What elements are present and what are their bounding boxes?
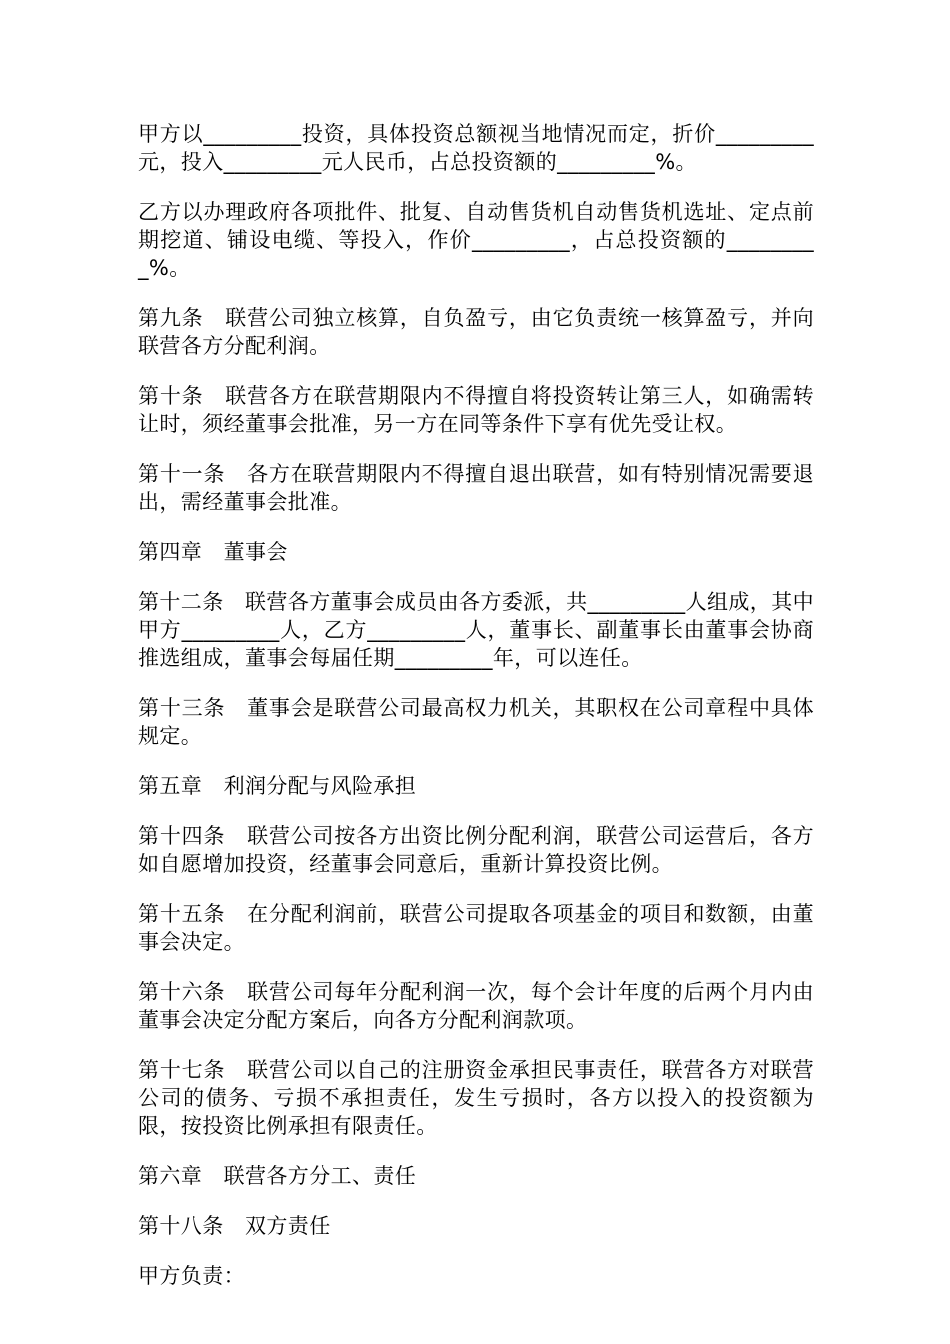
paragraph-party-b-investment: 乙方以办理政府各项批件、批复、自动售货机自动售货机选址、定点前期挖道、铺设电缆、等投入，作价_________，占总投资额的_________%。 [138, 200, 814, 280]
chapter-4-heading: 第四章 董事会 [138, 540, 288, 564]
chapter-6-heading: 第六章 联营各方分工、责任 [138, 1164, 417, 1188]
article-16: 第十六条 联营公司每年分配利润一次，每个会计年度的后两个月内由董事会决定分配方案后，向各方分配利润款项。 [138, 980, 814, 1032]
article-18: 第十八条 双方责任 [138, 1214, 331, 1238]
chapter-5-heading: 第五章 利润分配与风险承担 [138, 774, 417, 798]
document-body [138, 120, 814, 1312]
paragraph-party-a-investment: 甲方以_________投资，具体投资总额视当地情况而定，折价_________元，投入_________元人民币，占总投资额的_________%。 [138, 122, 814, 174]
article-9: 第九条 联营公司独立核算，自负盈亏，由它负责统一核算盈亏，并向联营各方分配利润。 [138, 306, 814, 358]
article-12: 第十二条 联营各方董事会成员由各方委派，共_________人组成，其中甲方_________人，乙方_________人，董事长、副董事长由董事会协商推选组成，董事会每届任期_________年，可以连任。 [138, 590, 814, 670]
article-11: 第十一条 各方在联营期限内不得擅自退出联营，如有特别情况需要退出，需经董事会批准。 [138, 462, 814, 514]
article-13: 第十三条 董事会是联营公司最高权力机关，其职权在公司章程中具体规定。 [138, 696, 814, 748]
party-a-responsibilities: 甲方负责： [138, 1264, 245, 1288]
article-15: 第十五条 在分配利润前，联营公司提取各项基金的项目和数额，由董事会决定。 [138, 902, 814, 954]
article-17: 第十七条 联营公司以自己的注册资金承担民事责任，联营各方对联营公司的债务、亏损不承担责任，发生亏损时，各方以投入的投资额为限，按投资比例承担有限责任。 [138, 1058, 814, 1138]
article-14: 第十四条 联营公司按各方出资比例分配利润，联营公司运营后，各方如自愿增加投资，经董事会同意后，重新计算投资比例。 [138, 824, 814, 876]
article-10: 第十条 联营各方在联营期限内不得擅自将投资转让第三人，如确需转让时，须经董事会批准，另一方在同等条件下享有优先受让权。 [138, 384, 814, 436]
